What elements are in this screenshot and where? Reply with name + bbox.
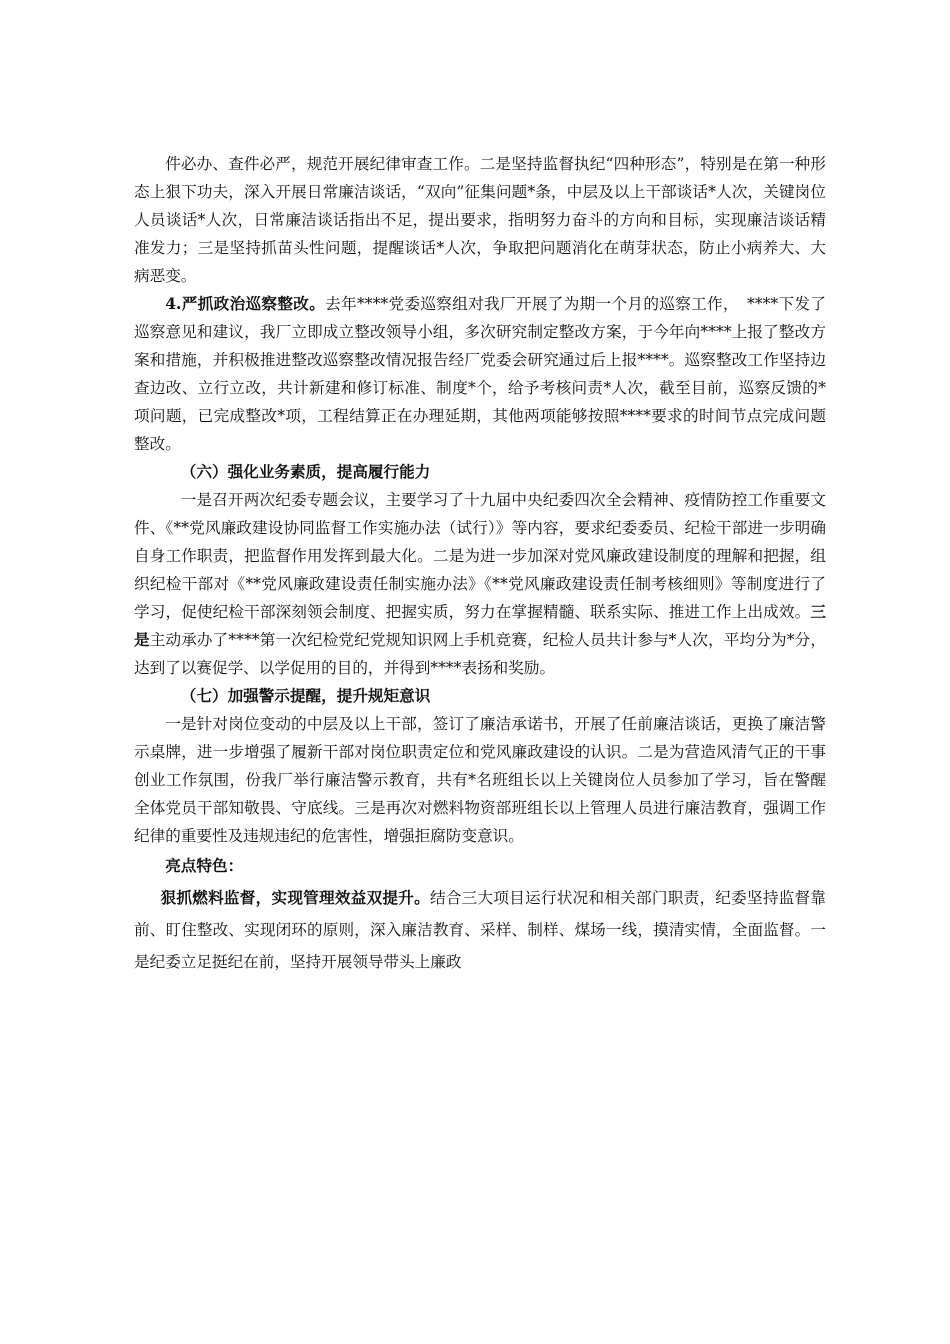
- emphasis-third-point: 三是: [134, 602, 826, 649]
- document-body: [134, 150, 826, 978]
- paragraph-business-quality-text-b: 主动承办了****第一次纪检党纪党规知识网上手机竞赛，纪检人员共计参与*人次，平均分为*分，达到了以赛促学、以学促用的目的，并得到****表扬和奖励。: [134, 631, 826, 677]
- paragraph-warning-education: 一是针对岗位变动的中层及以上干部，签订了廉洁承诺书，开展了任前廉洁谈话，更换了廉洁警示桌牌，进一步增强了履新干部对岗位职责定位和党风廉政建设的认识。二是为营造风清气正的干事创业工作氛围，份我厂举行廉洁警示教育，共有*名班组长以上关键岗位人员参加了学习，旨在警醒全体党员干部知敬畏、守底线。三是再次对燃料物资部班组长以上管理人员进行廉洁教育，强调工作纪律的重要性及违规违纪的危害性，增强拒腐防变意识。: [134, 715, 826, 845]
- paragraph-inspection-rectification: [134, 290, 826, 458]
- paragraph-fuel-supervision: [134, 882, 826, 978]
- section-heading-6: （六）强化业务素质，提高履行能力: [180, 462, 431, 481]
- paragraph-inspection-rectification-text: 去年****党委巡察组对我厂开展了为期一个月的巡察工作， ****下发了巡察意见和建议，我厂立即成立整改领导小组，多次研究制定整改方案，于今年向****上报了整改方案和措施，并积极推进整改巡察整改情况报告经厂党委会研究通过后上报****。巡察整改工作坚持边查边改、立行立改，共计新建和修订标准、制度*个，给予考核问责*人次，截至目前，巡察反馈的*项问题，已完成整改*项，工程结算正在办理延期，其他两项能够按照****要求的时间节点完成问题整改。: [134, 295, 826, 453]
- subheading-inspection-rectification: 4.严抓政治巡察整改。: [165, 294, 326, 313]
- paragraph-business-quality-text-a: 一是召开两次纪委专题会议，主要学习了十九届中央纪委四次全会精神、疫情防控工作重要文件、《**党风廉政建设协同监督工作实施办法（试行）》等内容，要求纪委委员、纪检干部进一步明确自身工作职责，把监督作用发挥到最大化。二是为进一步加深对党风廉政建设制度的理解和把握，组织纪检干部对《**党风廉政建设责任制实施办法》《**党风廉政建设责任制考核细则》等制度进行了学习，促使纪检干部深刻领会制度、把握实质，努力在掌握精髓、联系实际、推进工作上出成效。: [134, 491, 826, 621]
- paragraph-discipline-review: 件必办、查件必严，规范开展纪律审查工作。二是坚持监督执纪“四种形态”，特别是在第一种形态上狠下功夫，深入开展日常廉洁谈话，“双向”征集问题*条，中层及以上干部谈话*人次，关键岗位人员谈话*人次，日常廉洁谈话指出不足，提出要求，指明努力奋斗的方向和目标，实现廉洁谈话精准发力；三是坚持抓苗头性问题，提醒谈话*人次，争取把问题消化在萌芽状态，防止小病养大、大病恶变。: [134, 155, 826, 285]
- paragraph-fuel-supervision-text: 结合三大项目运行状况和相关部门职责，纪委坚持监督靠前、盯住整改、实现闭环的原则，深入廉洁教育、采样、制样、煤场一线，摸清实情，全面监督。一是纪委立足挺纪在前，坚持开展领导带头上廉政: [134, 889, 826, 971]
- subheading-fuel-supervision: 狠抓燃料监督，实现管理效益双提升。: [160, 888, 430, 907]
- section-heading-7: （七）加强警示提醒，提升规矩意识: [180, 686, 431, 705]
- highlight-heading: 亮点特色：: [165, 856, 244, 875]
- paragraph-business-quality: [134, 486, 826, 682]
